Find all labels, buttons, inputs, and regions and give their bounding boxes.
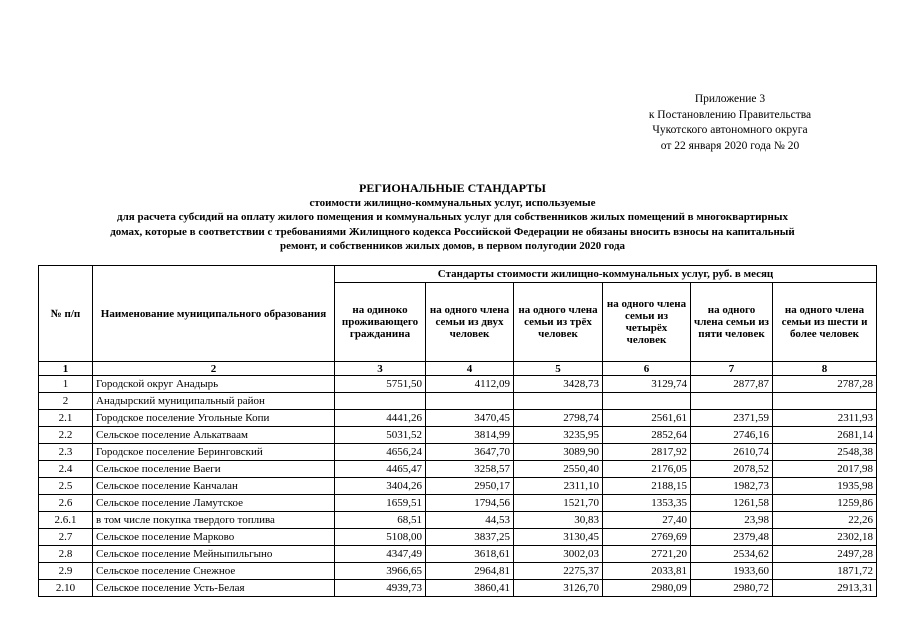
- table-row: [39, 427, 877, 444]
- table-row: [39, 495, 877, 512]
- value-cell: 2176,05: [603, 461, 691, 478]
- value-cell: 2610,74: [691, 444, 773, 461]
- appendix-line: Чукотского автономного округа: [652, 124, 808, 136]
- table-row: [39, 444, 877, 461]
- municipality-name-cell: Сельское поселение Марково: [93, 529, 335, 546]
- value-cell: 27,40: [603, 512, 691, 529]
- value-cell: 2950,17: [426, 478, 514, 495]
- value-cell: 2311,93: [773, 410, 877, 427]
- value-cell: 3130,45: [514, 529, 603, 546]
- value-cell: 2817,92: [603, 444, 691, 461]
- value-cell: [691, 393, 773, 410]
- document-subtitle: ремонт, и собственников жилых домов, в первом полугодии 2020 года: [279, 240, 626, 252]
- value-cell: 3404,26: [335, 478, 426, 495]
- value-cell: 1659,51: [335, 495, 426, 512]
- value-cell: 44,53: [426, 512, 514, 529]
- row-number-cell: 2.9: [39, 563, 93, 580]
- row-number-cell: 2.5: [39, 478, 93, 495]
- header-col: на одного члена семьи из шести и более человек: [773, 283, 877, 362]
- value-cell: 3126,70: [514, 580, 603, 597]
- column-number: 2: [93, 362, 335, 376]
- value-cell: 2311,10: [514, 478, 603, 495]
- municipality-name-cell: Сельское поселение Мейныпильгыно: [93, 546, 335, 563]
- value-cell: 1935,98: [773, 478, 877, 495]
- value-cell: 2769,69: [603, 529, 691, 546]
- value-cell: 2188,15: [603, 478, 691, 495]
- header-group: Стандарты стоимости жилищно-коммунальных услуг, руб. в месяц: [335, 266, 877, 283]
- value-cell: [603, 393, 691, 410]
- column-number: 5: [514, 362, 603, 376]
- table-body: [39, 362, 877, 597]
- row-number-cell: 2.3: [39, 444, 93, 461]
- value-cell: 3814,99: [426, 427, 514, 444]
- column-number: 3: [335, 362, 426, 376]
- value-cell: 2033,81: [603, 563, 691, 580]
- value-cell: 2913,31: [773, 580, 877, 597]
- value-cell: 3860,41: [426, 580, 514, 597]
- value-cell: 4112,09: [426, 376, 514, 393]
- value-cell: 2275,37: [514, 563, 603, 580]
- table-row: [39, 529, 877, 546]
- value-cell: 3470,45: [426, 410, 514, 427]
- column-numbering-row: [39, 362, 877, 376]
- standards-table: [38, 265, 877, 597]
- table-row: [39, 546, 877, 563]
- value-cell: 2798,74: [514, 410, 603, 427]
- table-row: [39, 563, 877, 580]
- value-cell: [335, 393, 426, 410]
- row-number-cell: 2.6.1: [39, 512, 93, 529]
- value-cell: 1259,86: [773, 495, 877, 512]
- value-cell: 1794,56: [426, 495, 514, 512]
- value-cell: 3837,25: [426, 529, 514, 546]
- value-cell: 2371,59: [691, 410, 773, 427]
- row-number-cell: 2.4: [39, 461, 93, 478]
- header-col: на одного члена семьи из двух человек: [426, 283, 514, 362]
- document-title: РЕГИОНАЛЬНЫЕ СТАНДАРТЫ: [359, 181, 546, 195]
- header-col: на одного члена семьи из четырёх человек: [603, 283, 691, 362]
- value-cell: 22,26: [773, 512, 877, 529]
- municipality-name-cell: Городское поселение Беринговский: [93, 444, 335, 461]
- table-row: [39, 410, 877, 427]
- header-number: № п/п: [39, 266, 93, 362]
- value-cell: 2379,48: [691, 529, 773, 546]
- value-cell: 5108,00: [335, 529, 426, 546]
- value-cell: 2964,81: [426, 563, 514, 580]
- header-municipality: Наименование муниципального образования: [93, 266, 335, 362]
- value-cell: 2746,16: [691, 427, 773, 444]
- value-cell: 4939,73: [335, 580, 426, 597]
- value-cell: 4656,24: [335, 444, 426, 461]
- value-cell: 2561,61: [603, 410, 691, 427]
- document-title-block: [20, 181, 885, 254]
- value-cell: 1982,73: [691, 478, 773, 495]
- table-row: [39, 512, 877, 529]
- municipality-name-cell: Сельское поселение Ваеги: [93, 461, 335, 478]
- row-number-cell: 2.6: [39, 495, 93, 512]
- value-cell: [426, 393, 514, 410]
- row-number-cell: 2: [39, 393, 93, 410]
- value-cell: 5751,50: [335, 376, 426, 393]
- value-cell: 2078,52: [691, 461, 773, 478]
- value-cell: 2852,64: [603, 427, 691, 444]
- value-cell: 2534,62: [691, 546, 773, 563]
- value-cell: 5031,52: [335, 427, 426, 444]
- value-cell: 2017,98: [773, 461, 877, 478]
- value-cell: 1933,60: [691, 563, 773, 580]
- table-row: [39, 478, 877, 495]
- row-number-cell: 2.7: [39, 529, 93, 546]
- value-cell: 3428,73: [514, 376, 603, 393]
- value-cell: 2721,20: [603, 546, 691, 563]
- appendix-block: [620, 92, 840, 154]
- row-number-cell: 1: [39, 376, 93, 393]
- table-row: [39, 580, 877, 597]
- column-number: 1: [39, 362, 93, 376]
- municipality-name-cell: Сельское поселение Канчалан: [93, 478, 335, 495]
- value-cell: 2302,18: [773, 529, 877, 546]
- value-cell: 3647,70: [426, 444, 514, 461]
- value-cell: 1261,58: [691, 495, 773, 512]
- column-number: 8: [773, 362, 877, 376]
- document-subtitle: для расчета субсидий на оплату жилого помещения и коммунальных услуг для собственников жилых помещений в многоквартирных: [117, 211, 788, 223]
- value-cell: 4441,26: [335, 410, 426, 427]
- value-cell: 1521,70: [514, 495, 603, 512]
- municipality-name-cell: Сельское поселение Усть-Белая: [93, 580, 335, 597]
- value-cell: 2787,28: [773, 376, 877, 393]
- value-cell: 1871,72: [773, 563, 877, 580]
- column-number: 6: [603, 362, 691, 376]
- table-row: [39, 376, 877, 393]
- appendix-line: от 22 января 2020 года № 20: [660, 139, 800, 152]
- municipality-name-cell: Сельское поселение Ламутское: [93, 495, 335, 512]
- row-number-cell: 2.1: [39, 410, 93, 427]
- value-cell: 3089,90: [514, 444, 603, 461]
- value-cell: 1353,35: [603, 495, 691, 512]
- value-cell: 4347,49: [335, 546, 426, 563]
- municipality-name-cell: Городское поселение Угольные Копи: [93, 410, 335, 427]
- value-cell: 3235,95: [514, 427, 603, 444]
- value-cell: 30,83: [514, 512, 603, 529]
- appendix-line: Приложение 3: [694, 93, 766, 105]
- value-cell: 2877,87: [691, 376, 773, 393]
- value-cell: 2548,38: [773, 444, 877, 461]
- header-col: на одиноко проживающего гражданина: [335, 283, 426, 362]
- column-number: 7: [691, 362, 773, 376]
- value-cell: 2497,28: [773, 546, 877, 563]
- value-cell: 3129,74: [603, 376, 691, 393]
- appendix-line: к Постановлению Правительства: [648, 108, 812, 121]
- value-cell: 4465,47: [335, 461, 426, 478]
- column-number: 4: [426, 362, 514, 376]
- value-cell: 2681,14: [773, 427, 877, 444]
- document-subtitle: стоимости жилищно-коммунальных услуг, используемые: [309, 196, 596, 209]
- header-col: на одного члена семьи из пяти человек: [691, 283, 773, 362]
- row-number-cell: 2.2: [39, 427, 93, 444]
- municipality-name-cell: Анадырский муниципальный район: [93, 393, 335, 410]
- table-row: [39, 393, 877, 410]
- value-cell: [514, 393, 603, 410]
- row-number-cell: 2.10: [39, 580, 93, 597]
- value-cell: 23,98: [691, 512, 773, 529]
- table-row: [39, 461, 877, 478]
- value-cell: 3966,65: [335, 563, 426, 580]
- value-cell: 3258,57: [426, 461, 514, 478]
- row-number-cell: 2.8: [39, 546, 93, 563]
- value-cell: 3002,03: [514, 546, 603, 563]
- municipality-name-cell: в том числе покупка твердого топлива: [93, 512, 335, 529]
- municipality-name-cell: Городской округ Анадырь: [93, 376, 335, 393]
- value-cell: 2980,09: [603, 580, 691, 597]
- municipality-name-cell: Сельское поселение Алькатваам: [93, 427, 335, 444]
- header-col: на одного члена семьи из трёх человек: [514, 283, 603, 362]
- value-cell: 3618,61: [426, 546, 514, 563]
- municipality-name-cell: Сельское поселение Снежное: [93, 563, 335, 580]
- document-subtitle: домах, которые в соответствии с требованиями Жилищного кодекса Российской Федерации не обязаны вносить взносы на капитальный: [110, 225, 795, 238]
- value-cell: 2980,72: [691, 580, 773, 597]
- value-cell: 2550,40: [514, 461, 603, 478]
- value-cell: 68,51: [335, 512, 426, 529]
- value-cell: [773, 393, 877, 410]
